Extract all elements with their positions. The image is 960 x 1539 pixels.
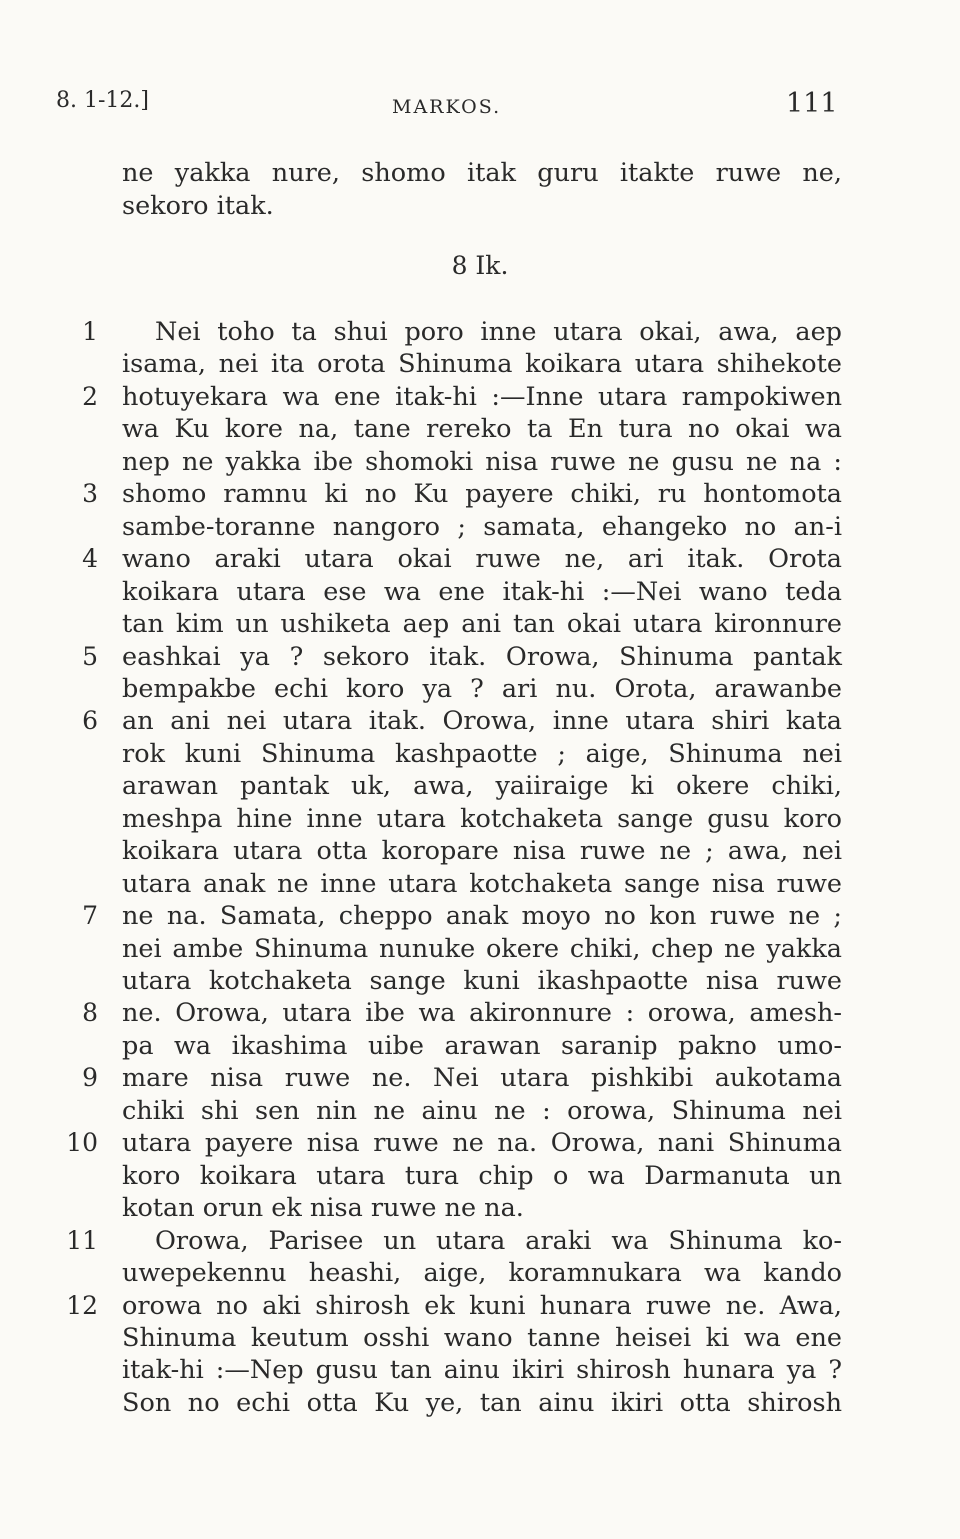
text-line xyxy=(0,997,960,1029)
text-line xyxy=(0,738,960,770)
chapter-verse-reference: 8. 1-12.] xyxy=(56,88,149,113)
text-line xyxy=(0,381,960,413)
verse-number: 1 xyxy=(82,317,98,346)
text-line xyxy=(0,900,960,932)
text-line xyxy=(0,1127,960,1159)
text-line xyxy=(0,1354,960,1386)
text-line xyxy=(0,1095,960,1127)
chapter-heading: 8 Ik. xyxy=(451,251,509,280)
text-line xyxy=(0,413,960,445)
line-text: nep ne yakka ibe shomoki nisa ruwe ne gusu ne na : xyxy=(122,447,842,477)
text-line xyxy=(0,1030,960,1062)
text-line xyxy=(0,803,960,835)
text-line xyxy=(0,316,960,348)
line-text: Nei toho ta shui poro inne utara okai, awa, aep xyxy=(155,317,842,347)
text-line xyxy=(0,933,960,965)
text-line xyxy=(0,1192,960,1224)
page-number: 111 xyxy=(786,88,838,119)
verse-number: 9 xyxy=(82,1063,98,1092)
line-text: tan kim un ushiketa aep ani tan okai utara kironnure xyxy=(122,609,842,639)
verse-number: 11 xyxy=(66,1226,98,1255)
line-text: utara payere nisa ruwe ne na. Orowa, nani Shinuma xyxy=(122,1128,842,1158)
text-line xyxy=(0,1062,960,1094)
text-line xyxy=(0,543,960,575)
line-text: Son no echi otta Ku ye, tan ainu ikiri otta shirosh xyxy=(122,1388,842,1418)
line-text: bempakbe echi koro ya ? ari nu. Orota, arawanbe xyxy=(122,674,842,704)
line-text: orowa no aki shirosh ek kuni hunara ruwe ne. Awa, xyxy=(122,1291,842,1321)
text-line xyxy=(0,478,960,510)
line-text: uwepekennu heashi, aige, koramnukara wa kando xyxy=(122,1258,842,1288)
line-text: eashkai ya ? sekoro itak. Orowa, Shinuma pantak xyxy=(122,642,842,672)
line-text: utara kotchaketa sange kuni ikashpaotte nisa ruwe xyxy=(122,966,842,996)
text-line xyxy=(0,868,960,900)
text-line xyxy=(0,965,960,997)
line-text: koro koikara utara tura chip o wa Darmanuta un xyxy=(122,1161,842,1191)
text-line xyxy=(0,1225,960,1257)
text-line xyxy=(0,511,960,543)
line-text: sekoro itak. xyxy=(122,191,274,221)
text-line xyxy=(0,835,960,867)
line-text: utara anak ne inne utara kotchaketa sange nisa ruwe xyxy=(122,869,842,899)
line-text: an ani nei utara itak. Orowa, inne utara shiri kata xyxy=(122,706,842,736)
text-line xyxy=(0,1290,960,1322)
text-line xyxy=(0,673,960,705)
verse-number: 8 xyxy=(82,998,98,1027)
line-text: koikara utara ese wa ene itak-hi :—Nei wano teda xyxy=(122,577,842,607)
text-line xyxy=(0,190,960,222)
text-line xyxy=(0,1387,960,1419)
line-text: Orowa, Parisee un utara araki wa Shinuma ko- xyxy=(155,1226,842,1256)
line-text: itak-hi :—Nep gusu tan ainu ikiri shirosh hunara ya ? xyxy=(122,1355,842,1385)
line-text: ne. Orowa, utara ibe wa akironnure : orowa, amesh- xyxy=(122,998,842,1028)
verse-number: 10 xyxy=(66,1128,98,1157)
line-text: ne na. Samata, cheppo anak moyo no kon ruwe ne ; xyxy=(122,901,842,931)
text-line xyxy=(0,770,960,802)
line-text: Shinuma keutum osshi wano tanne heisei ki wa ene xyxy=(122,1323,842,1353)
line-text: mare nisa ruwe ne. Nei utara pishkibi aukotama xyxy=(122,1063,842,1093)
line-text: shomo ramnu ki no Ku payere chiki, ru hontomota xyxy=(122,479,842,509)
text-line xyxy=(0,608,960,640)
line-text: hotuyekara wa ene itak-hi :—Inne utara rampokiwen xyxy=(122,382,842,412)
verse-number: 6 xyxy=(82,706,98,735)
line-text: rok kuni Shinuma kashpaotte ; aige, Shinuma nei xyxy=(122,739,842,769)
text-line xyxy=(0,348,960,380)
verse-number: 7 xyxy=(82,901,98,930)
verse-number: 2 xyxy=(82,382,98,411)
line-text: chiki shi sen nin ne ainu ne : orowa, Shinuma nei xyxy=(122,1096,842,1126)
text-line xyxy=(0,1257,960,1289)
verse-number: 12 xyxy=(66,1291,98,1320)
text-line xyxy=(0,705,960,737)
verse-number: 5 xyxy=(82,642,98,671)
verse-number: 4 xyxy=(82,544,98,573)
line-text: kotan orun ek nisa ruwe ne na. xyxy=(122,1193,524,1223)
line-text: wa Ku kore na, tane rereko ta En tura no okai wa xyxy=(122,414,842,444)
line-text: isama, nei ita orota Shinuma koikara utara shihekote xyxy=(122,349,842,379)
text-line xyxy=(0,576,960,608)
line-text: pa wa ikashima uibe arawan saranip pakno umo- xyxy=(122,1031,842,1061)
line-text: nei ambe Shinuma nunuke okere chiki, chep ne yakka xyxy=(122,934,842,964)
text-line xyxy=(0,446,960,478)
verse-number: 3 xyxy=(82,479,98,508)
line-text: meshpa hine inne utara kotchaketa sange gusu koro xyxy=(122,804,842,834)
text-line xyxy=(0,1160,960,1192)
line-text: arawan pantak uk, awa, yaiiraige ki okere chiki, xyxy=(122,771,842,801)
text-line xyxy=(0,1322,960,1354)
line-text: wano araki utara okai ruwe ne, ari itak. Orota xyxy=(122,544,842,574)
text-line xyxy=(0,157,960,189)
line-text: koikara utara otta koropare nisa ruwe ne ; awa, nei xyxy=(122,836,842,866)
text-line xyxy=(0,641,960,673)
line-text: ne yakka nure, shomo itak guru itakte ruwe ne, xyxy=(122,158,842,188)
line-text: sambe-toranne nangoro ; samata, ehangeko no an-i xyxy=(122,512,842,542)
book-title: MARKOS. xyxy=(392,96,502,118)
